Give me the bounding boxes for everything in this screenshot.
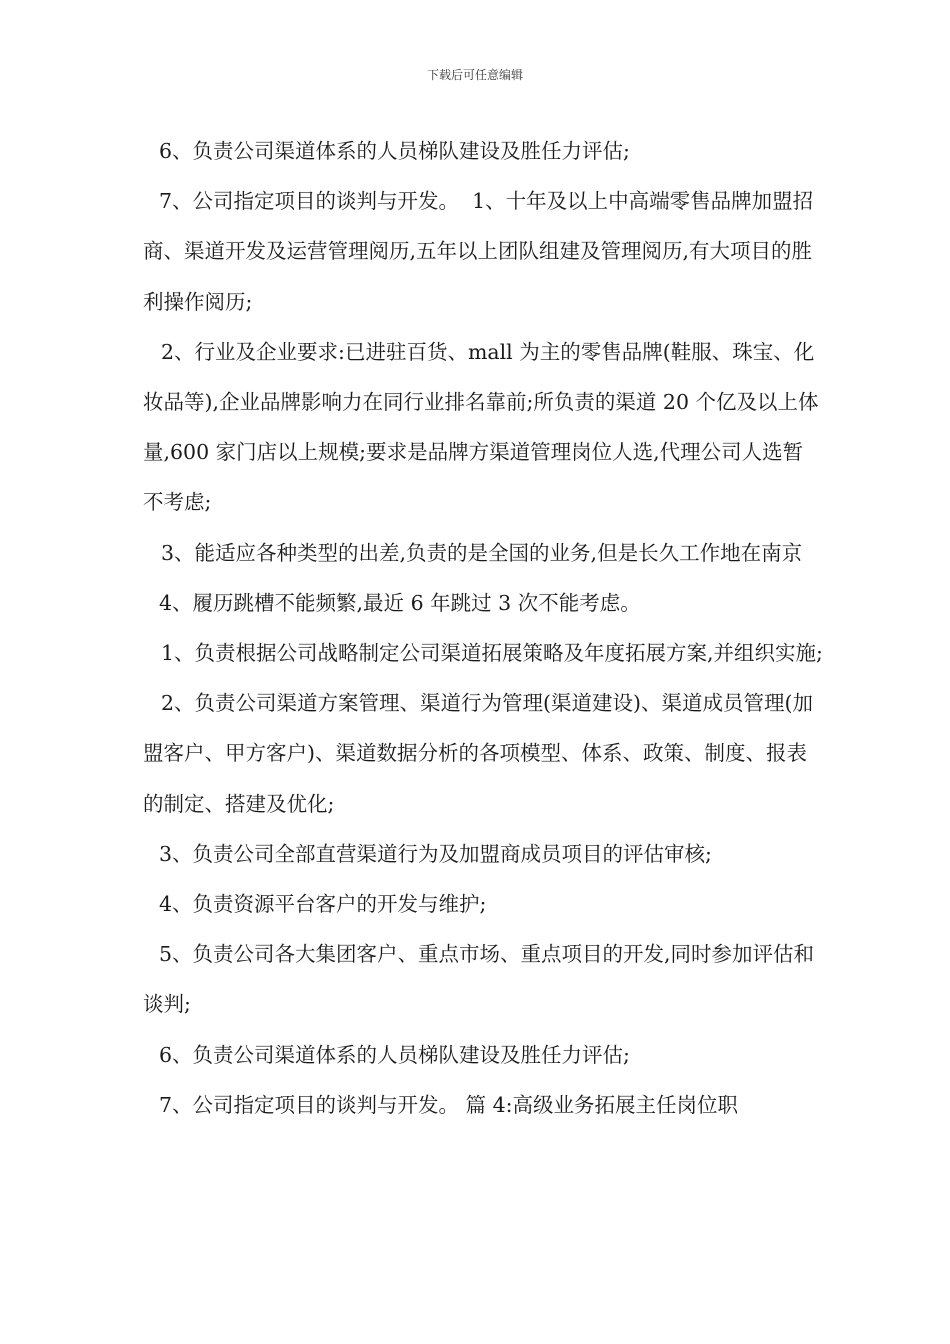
paragraph-6: 1、负责根据公司战略制定公司渠道拓展策略及年度拓展方案,并组织实施; xyxy=(161,641,823,666)
paragraph-8: 3、负责公司全部直营渠道行为及加盟商成员项目的评估审核; xyxy=(159,841,712,866)
paragraph-11: 6、负责公司渠道体系的人员梯队建设及胜任力评估; xyxy=(159,1042,630,1067)
paragraph-4: 3、能适应各种类型的出差,负责的是全国的业务,但是长久工作地在南京 xyxy=(161,540,803,565)
paragraph-10: 5、负责公司各大集团客户、重点市场、重点项目的开发,同时参加评估和谈判; xyxy=(143,942,815,1017)
paragraph-9: 4、负责资源平台客户的开发与维护; xyxy=(159,892,487,917)
paragraph-2: 7、公司指定项目的谈判与开发。 1、十年及以上中高端零售品牌加盟招商、渠道开发及运营管理阅历,五年以上团队组建及管理阅历,有大项目的胜利操作阅历; xyxy=(143,189,814,314)
paragraph-1: 6、负责公司渠道体系的人员梯队建设及胜任力评估; xyxy=(159,139,630,163)
paragraph-7: 2、负责公司渠道方案管理、渠道行为管理(渠道建设)、渠道成员管理(加盟客户、甲方客户)、渠道数据分析的各项模型、体系、政策、制度、报表的制定、搭建及优化; xyxy=(143,691,814,816)
page-header: 下载后可任意编辑 xyxy=(426,68,523,82)
paragraph-12: 7、公司指定项目的谈判与开发。 篇 4:高级业务拓展主任岗位职 xyxy=(159,1092,739,1117)
paragraph-3: 2、行业及企业要求:已进驻百货、mall 为主的零售品牌(鞋服、珠宝、化妆品等),企业品牌影响力在同行业排名靠前;所负责的渠道 20 个亿及以上体量,600 家门店以上规模;要求是品牌方渠道管理岗位人选,代理公司人选暂不考虑; xyxy=(143,339,819,515)
document-body xyxy=(143,126,823,1130)
paragraph-5: 4、履历跳槽不能频繁,最近 6 年跳过 3 次不能考虑。 xyxy=(159,590,641,615)
